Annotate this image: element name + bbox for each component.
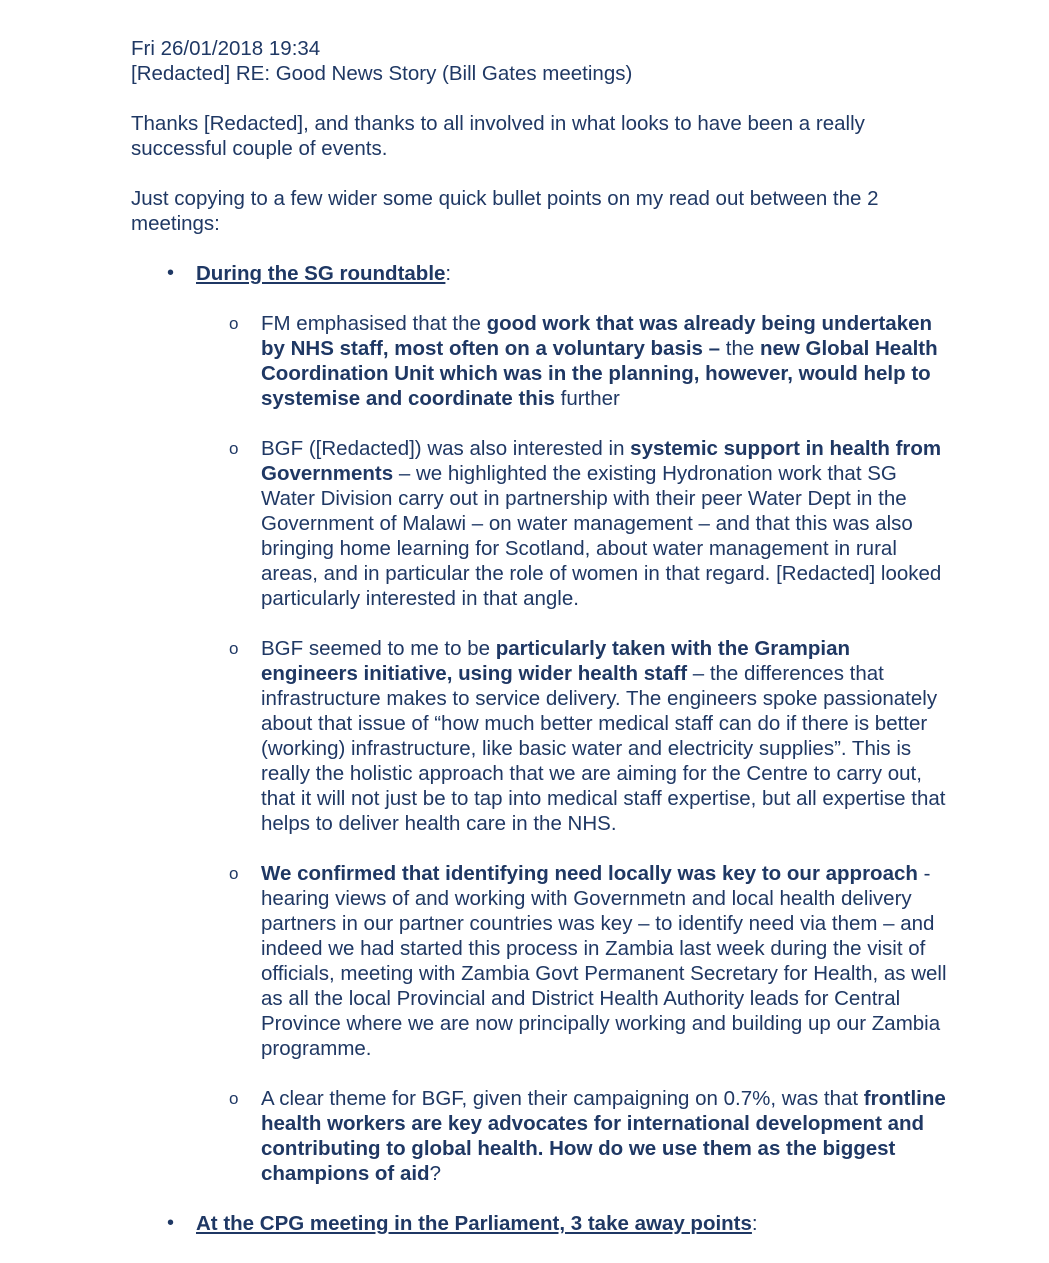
bullet-item xyxy=(131,261,961,286)
bold-text-span: systemic support in health from Governments xyxy=(261,437,942,485)
text-span: further xyxy=(554,387,620,410)
bullet-heading-suffix: : xyxy=(445,262,452,285)
bullet-item xyxy=(131,1211,961,1236)
sub-bullet-item xyxy=(131,311,951,411)
bold-text-span: particularly taken with the Grampian engineers initiative, using wider health staff xyxy=(261,637,851,685)
bold-text-span: We confirmed that identifying need locally was key to our approach xyxy=(261,862,918,885)
text-span: BGF seemed to me to be xyxy=(261,637,496,660)
text-span: – we highlighted the existing Hydronation work that SG Water Division carry out in partnership with their peer Water Dept in the Government of Malawi – on water management – and that this was also bringing home learning for Scotland, about water management in rural areas, and in particular the role of women in that regard. [Redacted] looked particularly interested in that angle. xyxy=(261,462,942,610)
sub-bullet-item xyxy=(131,1086,951,1186)
circle-bullet-icon: o xyxy=(229,439,239,458)
text-span: ? xyxy=(429,1162,441,1185)
bullet-dot-icon: • xyxy=(167,1212,175,1234)
intro-paragraph-2: Just copying to a few wider some quick bullet points on my read out between the 2 meetings: xyxy=(131,187,879,235)
bullet-list xyxy=(131,261,961,1236)
text-span: FM emphasised that the xyxy=(261,312,487,335)
intro-paragraph-1: Thanks [Redacted], and thanks to all involved in what looks to have been a really successful couple of events. xyxy=(131,112,865,160)
circle-bullet-icon: o xyxy=(229,864,239,883)
bold-text-span: new Global Health Coordination Unit which was in the planning, however, would help to systemise and coordinate this xyxy=(261,337,938,410)
sub-bullet-item xyxy=(131,861,951,1061)
bold-text-span: good work that was already being undertaken by NHS staff, most often on a voluntary basis – xyxy=(261,312,933,360)
text-span: A clear theme for BGF, given their campaigning on 0.7%, was that xyxy=(261,1087,864,1110)
sub-bullet-item xyxy=(131,436,951,611)
bullet-dot-icon: • xyxy=(167,262,175,284)
text-span: – the differences that infrastructure makes to service delivery. The engineers spoke passionately about that issue of “how much better medical staff can do if there is better (working) infrastructure, like basic water and electricity supplies”. This is really the holistic approach that we are aiming for the Centre to carry out, that it will not just be to tap into medical staff expertise, but all expertise that helps to deliver health care in the NHS. xyxy=(261,662,946,835)
email-document xyxy=(131,36,961,1236)
text-span: - hearing views of and working with Governmetn and local health delivery partners in our partner countries was key – to identify need via them – and indeed we had started this process in Zambia last week during the visit of officials, meeting with Zambia Govt Permanent Secretary for Health, as well as all the local Provincial and District Health Authority leads for Central Province where we are now principally working and building up our Zambia programme. xyxy=(261,862,947,1060)
email-datetime: Fri 26/01/2018 19:34 xyxy=(131,37,321,60)
text-span: BGF ([Redacted]) was also interested in xyxy=(261,437,631,460)
bold-text-span: frontline health workers are key advocates for international development and contributing to global health. How do we use them as the biggest champions of aid xyxy=(261,1087,946,1185)
circle-bullet-icon: o xyxy=(229,639,239,658)
bullet-heading: At the CPG meeting in the Parliament, 3 take away points xyxy=(196,1212,752,1235)
bullet-heading: During the SG roundtable xyxy=(196,262,446,285)
sub-bullet-item xyxy=(131,636,951,836)
text-span: the xyxy=(720,337,760,360)
circle-bullet-icon: o xyxy=(229,314,239,333)
bullet-heading-suffix: : xyxy=(751,1212,758,1235)
email-subject: [Redacted] RE: Good News Story (Bill Gates meetings) xyxy=(131,62,633,85)
circle-bullet-icon: o xyxy=(229,1089,239,1108)
